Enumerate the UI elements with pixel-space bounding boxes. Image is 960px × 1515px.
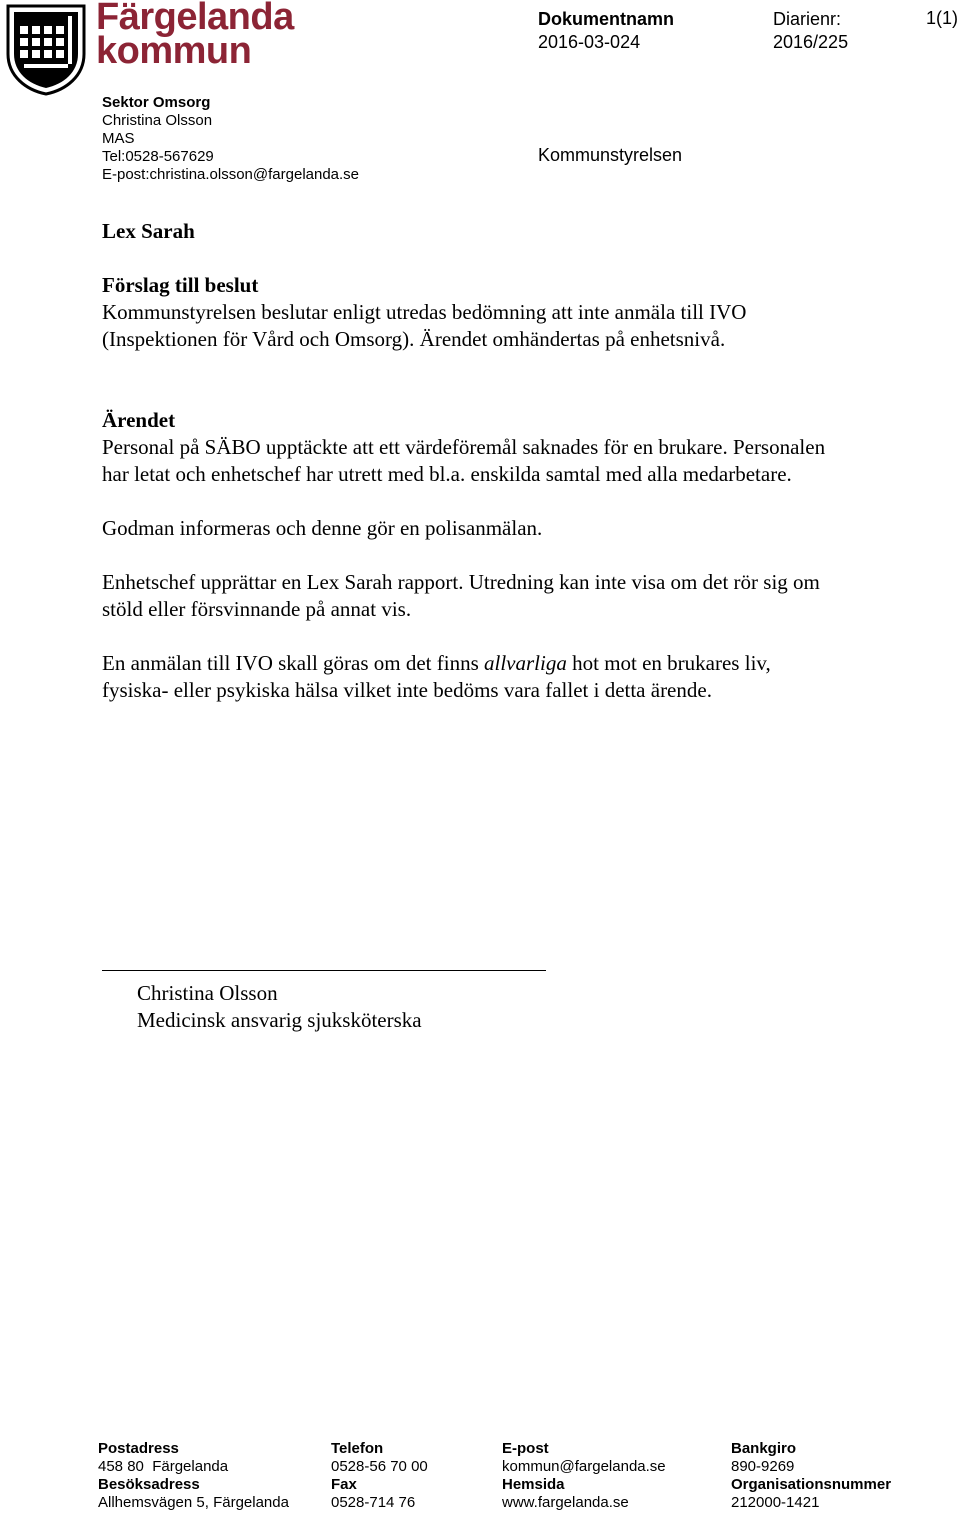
logo-line-1: Färgelanda — [96, 0, 294, 38]
phone-label: Telefon — [331, 1440, 384, 1457]
case-heading: Ärendet — [102, 408, 176, 432]
bankgiro-label: Bankgiro — [731, 1440, 797, 1457]
proposal-heading: Förslag till beslut — [102, 273, 259, 297]
sender-department: Sektor Omsorg — [102, 94, 211, 111]
footer-phone-column — [331, 1440, 428, 1512]
signature-block — [137, 980, 422, 1034]
case-paragraph-2: Godman informeras och denne gör en polisanmälan. — [102, 516, 543, 540]
sender-phone: Tel:0528-567629 — [102, 148, 214, 165]
case-paragraph-1: Personal på SÄBO upptäckte att ett värdeföremål saknades för en brukare. Personalen har letat och enhetschef har utrett med bl.a. enskilda samtal med alla medarbetare. — [102, 435, 826, 486]
sender-name: Christina Olsson — [102, 112, 213, 129]
postal-address-value: 458 80 Färgelanda — [98, 1458, 229, 1475]
signature-name: Christina Olsson — [137, 981, 278, 1005]
org-number-label: Organisationsnummer — [731, 1476, 892, 1493]
bankgiro-value: 890-9269 — [731, 1458, 795, 1475]
diary-number-block — [773, 8, 848, 54]
recipient: Kommunstyrelsen — [538, 145, 683, 165]
document-title: Lex Sarah — [102, 219, 195, 243]
case-paragraph-3: Enhetschef upprättar en Lex Sarah rapport. Utredning kan inte visa om det rör sig om stöld eller försvinnande på annat vis. — [102, 570, 820, 621]
document-name-label: Dokumentnamn — [538, 9, 675, 29]
page-number: 1(1) — [925, 8, 958, 28]
visit-address-value: Allhemsvägen 5, Färgelanda — [98, 1494, 289, 1511]
document-name-block — [538, 8, 674, 54]
case-paragraph-4-end: hot mot en brukares liv, fysiska- eller psykiska hälsa vilket inte bedöms vara fallet i detta ärende. — [102, 651, 771, 702]
sender-block — [102, 94, 359, 184]
proposal-text: Kommunstyrelsen beslutar enligt utredas bedömning att inte anmäla till IVO (Inspektionen för Vård och Omsorg). Ärendet omhändertas på enhetsnivå. — [102, 300, 747, 351]
signature-line — [102, 970, 546, 971]
case-paragraph-4-emphasis: allvarliga — [484, 651, 567, 675]
diary-number-value: 2016/225 — [773, 32, 849, 52]
org-number-value: 212000-1421 — [731, 1494, 820, 1511]
fax-value: 0528-714 76 — [331, 1494, 416, 1511]
case-paragraph-4 — [102, 650, 842, 704]
document-body — [102, 218, 842, 704]
logo-line-2: kommun — [96, 30, 252, 72]
website-value: www.fargelanda.se — [502, 1494, 629, 1511]
municipal-shield-icon — [4, 2, 88, 96]
email-label: E-post — [502, 1440, 549, 1457]
signature-title: Medicinsk ansvarig sjuksköterska — [137, 1008, 422, 1032]
email-value: kommun@fargelanda.se — [502, 1458, 666, 1475]
footer-address-column — [98, 1440, 289, 1512]
footer — [98, 1440, 958, 1515]
postal-address-label: Postadress — [98, 1440, 179, 1457]
phone-value: 0528-56 70 00 — [331, 1458, 428, 1475]
footer-finance-column — [731, 1440, 891, 1512]
website-label: Hemsida — [502, 1476, 565, 1493]
diary-number-label: Diarienr: — [773, 9, 842, 29]
document-name-value: 2016-03-024 — [538, 32, 641, 52]
sender-role: MAS — [102, 130, 135, 147]
case-paragraph-4-start: En anmälan till IVO skall göras om det finns — [102, 651, 485, 675]
municipality-logo-text — [96, 0, 294, 72]
footer-web-column — [502, 1440, 666, 1512]
sender-email: E-post:christina.olsson@fargelanda.se — [102, 166, 360, 183]
visit-address-label: Besöksadress — [98, 1476, 200, 1493]
fax-label: Fax — [331, 1476, 357, 1493]
